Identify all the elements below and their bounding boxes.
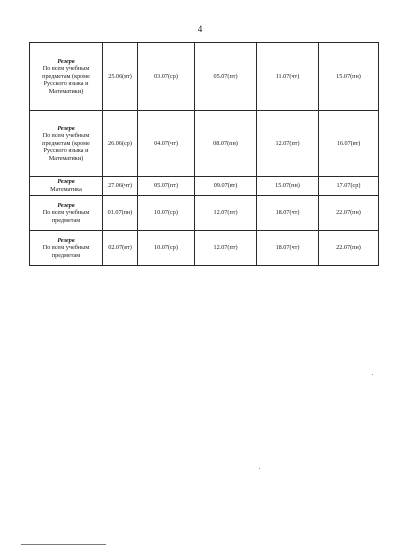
date-cell: 11.07(чт) (257, 43, 319, 111)
reserve-label: Резерв (57, 57, 75, 65)
date-cell: 01.07(пн) (103, 196, 138, 231)
subject-text: По всем учебным предметам (кроме Русского языка и Математики) (42, 132, 90, 162)
date-cell: 05.07(пт) (138, 177, 195, 196)
date-cell: 10.07(ср) (138, 196, 195, 231)
reserve-label: Резерв (57, 178, 75, 186)
subject-cell (30, 111, 103, 177)
date-cell: 02.07(вт) (103, 231, 138, 266)
page-number: 4 (197, 24, 203, 34)
reserve-label: Резерв (57, 201, 75, 209)
table-row (30, 177, 379, 196)
date-cell: 18.07(чт) (257, 231, 319, 266)
table-row (30, 196, 379, 231)
date-cell: 22.07(пн) (319, 196, 379, 231)
subject-cell (30, 43, 103, 111)
date-cell: 04.07(чт) (138, 111, 195, 177)
date-cell: 16.07(вт) (319, 111, 379, 177)
table-row (30, 231, 379, 266)
date-cell: 15.07(пн) (257, 177, 319, 196)
date-cell: 10.07(ср) (138, 231, 195, 266)
date-cell: 25.06(вт) (103, 43, 138, 111)
reserve-label: Резерв (57, 124, 75, 132)
subject-text: Математика (50, 186, 82, 193)
date-cell: 03.07(ср) (138, 43, 195, 111)
date-cell: 27.06(чт) (103, 177, 138, 196)
date-cell: 12.07(пт) (257, 111, 319, 177)
subject-text: По всем учебным предметам (кроме Русского языка и Математики) (42, 65, 90, 95)
date-cell: 05.07(пт) (195, 43, 257, 111)
table-row (30, 43, 379, 111)
scan-speck (259, 468, 260, 469)
date-cell: 22.07(пн) (319, 231, 379, 266)
table-row (30, 111, 379, 177)
date-cell: 18.07(чт) (257, 196, 319, 231)
reserve-label: Резерв (57, 236, 75, 244)
date-cell: 08.07(пн) (195, 111, 257, 177)
date-cell: 15.07(пн) (319, 43, 379, 111)
footnote-rule (21, 544, 106, 545)
subject-cell (30, 196, 103, 231)
date-cell: 26.06(ср) (103, 111, 138, 177)
subject-cell (30, 177, 103, 196)
subject-text: По всем учебным предметам (42, 244, 90, 259)
date-cell: 12.07(пт) (195, 231, 257, 266)
subject-cell (30, 231, 103, 266)
scan-speck (372, 374, 373, 375)
date-cell: 12.07(пт) (195, 196, 257, 231)
date-cell: 17.07(ср) (319, 177, 379, 196)
subject-text: По всем учебным предметам (42, 209, 90, 224)
date-cell: 09.07(вт) (195, 177, 257, 196)
exam-schedule-table (29, 42, 379, 266)
